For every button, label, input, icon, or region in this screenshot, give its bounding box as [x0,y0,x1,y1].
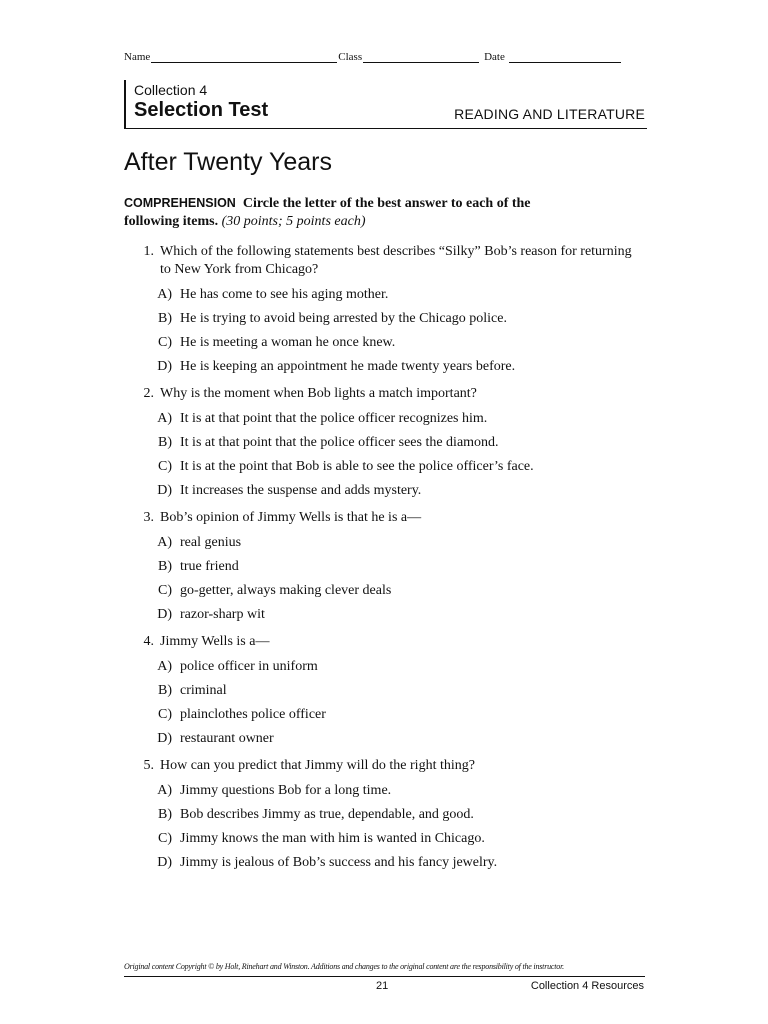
option-letter[interactable]: D) [157,359,172,374]
question-number: 3. [143,510,154,525]
instructions [124,194,564,231]
option-text: Jimmy knows the man with him is wanted in Chicago. [180,831,485,846]
question-item [124,385,644,503]
instructions-text: Circle the letter of the best answer to each of the following items. [124,196,531,229]
option-letter[interactable]: A) [157,659,172,674]
test-type: Selection Test [134,99,269,121]
footer-divider [124,976,645,977]
question-text: Bob’s opinion of Jimmy Wells is that he is a— [160,510,422,525]
option-text: It is at the point that Bob is able to see the police officer’s face. [180,459,534,474]
answer-option[interactable] [124,479,644,503]
option-text: true friend [180,559,239,574]
test-header [124,80,647,129]
date-label: Date [484,51,505,63]
question-item [124,243,644,379]
question-item [124,509,644,627]
answer-choices [124,531,644,627]
answer-option[interactable] [124,455,644,479]
answer-option[interactable] [124,579,644,603]
question-item [124,757,644,875]
option-letter[interactable]: B) [158,683,172,698]
answer-choices [124,407,644,503]
option-text: go-getter, always making clever deals [180,583,392,598]
option-letter[interactable]: D) [157,483,172,498]
page-title: After Twenty Years [124,148,332,176]
answer-option[interactable] [124,283,644,307]
answer-option[interactable] [124,531,644,555]
option-letter[interactable]: D) [157,731,172,746]
option-text: real genius [180,535,242,550]
answer-option[interactable] [124,603,644,627]
answer-option[interactable] [124,779,644,803]
answer-option[interactable] [124,655,644,679]
answer-option[interactable] [124,803,644,827]
question-stem [124,243,644,279]
name-class-date-line [124,51,644,63]
option-letter[interactable]: C) [158,583,172,598]
copyright-notice: Original content Copyright © by Holt, Rinehart and Winston. Additions and changes to the original content are the responsibility of the instructor. [124,962,564,971]
question-stem [124,633,644,651]
answer-option[interactable] [124,703,644,727]
question-number: 2. [143,386,154,401]
answer-choices [124,779,644,875]
option-text: It increases the suspense and adds mystery. [180,483,422,498]
page-number: 21 [376,980,389,992]
question-stem [124,385,644,403]
answer-option[interactable] [124,431,644,455]
question-stem [124,757,644,775]
class-blank [363,51,479,63]
option-letter[interactable]: C) [158,707,172,722]
option-text: It is at that point that the police officer sees the diamond. [180,435,499,450]
option-letter[interactable]: B) [158,807,172,822]
option-text: Jimmy questions Bob for a long time. [180,783,392,798]
option-text: plainclothes police officer [180,707,326,722]
name-label: Name [124,51,151,63]
question-text: Why is the moment when Bob lights a match important? [160,386,477,401]
option-text: He is trying to avoid being arrested by the Chicago police. [180,311,507,326]
option-letter[interactable]: B) [158,559,172,574]
question-number: 1. [143,244,154,259]
answer-option[interactable] [124,307,644,331]
option-letter[interactable]: A) [157,411,172,426]
question-text: Jimmy Wells is a— [160,634,270,649]
option-letter[interactable]: D) [157,855,172,870]
answer-option[interactable] [124,407,644,431]
instructions-points: (30 points; 5 points each) [221,214,366,229]
option-text: criminal [180,683,227,698]
option-text: It is at that point that the police officer recognizes him. [180,411,488,426]
section-label: READING AND LITERATURE [454,106,645,122]
answer-choices [124,283,644,379]
question-list [124,243,644,881]
option-text: restaurant owner [180,731,274,746]
answer-option[interactable] [124,727,644,751]
option-text: razor-sharp wit [180,607,265,622]
option-text: He is meeting a woman he once knew. [180,335,396,350]
option-letter[interactable]: D) [157,607,172,622]
question-number: 4. [143,634,154,649]
option-letter[interactable]: C) [158,831,172,846]
option-text: Bob describes Jimmy as true, dependable, and good. [180,807,474,822]
question-number: 5. [143,758,154,773]
option-letter[interactable]: A) [157,287,172,302]
instructions-label: COMPREHENSION [124,196,236,210]
date-blank [509,51,621,63]
answer-option[interactable] [124,827,644,851]
option-text: He has come to see his aging mother. [180,287,389,302]
option-text: He is keeping an appointment he made twenty years before. [180,359,516,374]
option-letter[interactable]: C) [158,335,172,350]
question-text: How can you predict that Jimmy will do the right thing? [160,758,475,773]
option-letter[interactable]: B) [158,311,172,326]
option-letter[interactable]: A) [157,783,172,798]
answer-option[interactable] [124,355,644,379]
resources-label: Collection 4 Resources [530,980,644,992]
name-blank [151,51,337,63]
answer-choices [124,655,644,751]
answer-option[interactable] [124,555,644,579]
option-letter[interactable]: B) [158,435,172,450]
class-label: Class [338,51,363,63]
option-letter[interactable]: A) [157,535,172,550]
question-stem [124,509,644,527]
option-text: police officer in uniform [180,659,318,674]
question-item [124,633,644,751]
question-text: Which of the following statements best describes “Silky” Bob’s reason for returning to New York from Chicago? [160,244,632,277]
answer-option[interactable] [124,331,644,355]
answer-option[interactable] [124,851,644,875]
option-text: Jimmy is jealous of Bob’s success and his fancy jewelry. [180,855,498,870]
option-letter[interactable]: C) [158,459,172,474]
answer-option[interactable] [124,679,644,703]
collection-label: Collection 4 [134,82,208,98]
